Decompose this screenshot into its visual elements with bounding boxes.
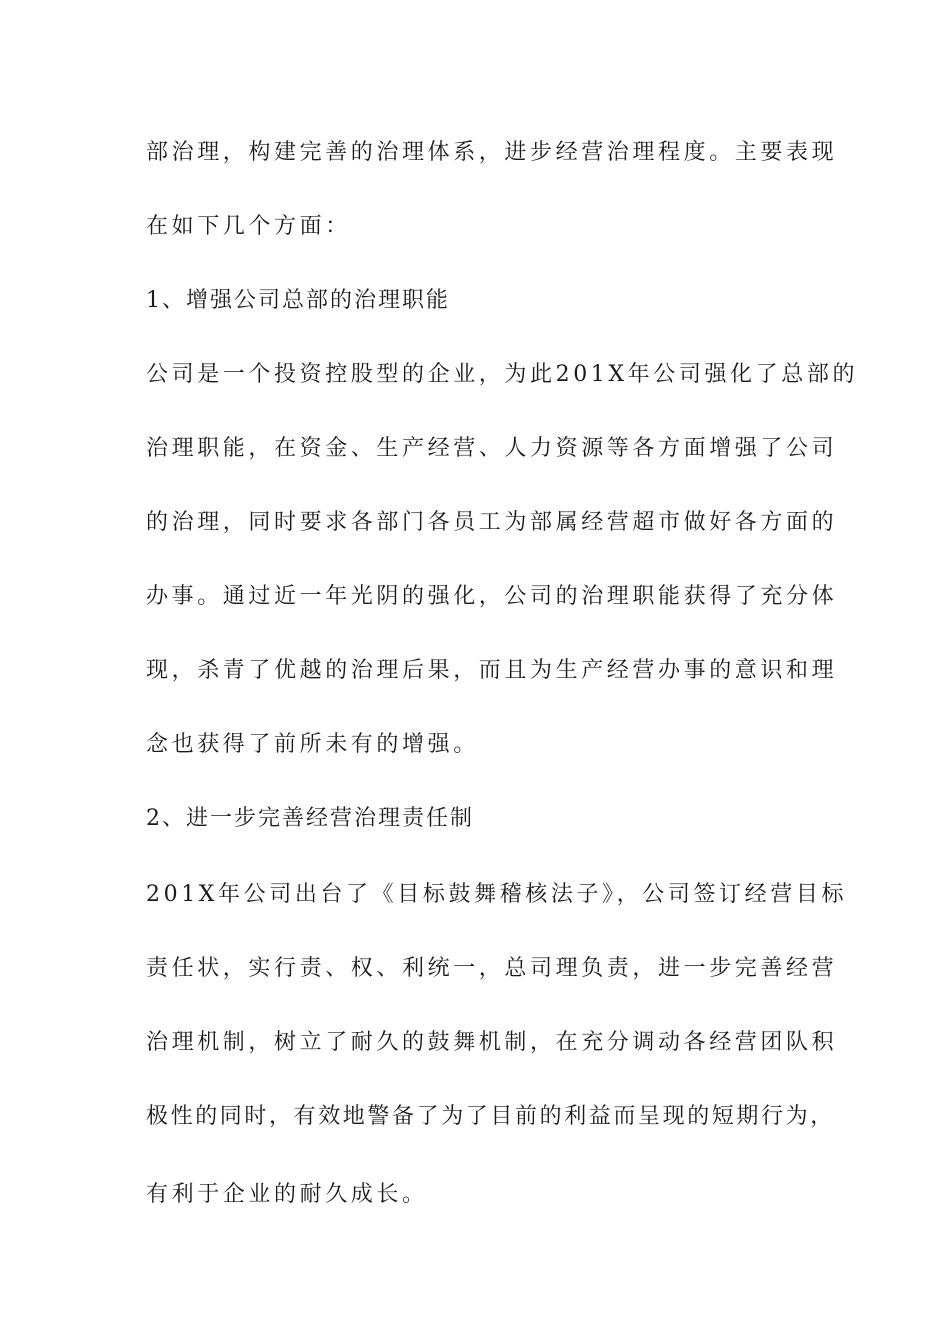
paragraph-line: 在如下几个方面： [146,214,351,239]
paragraph-line: 部治理，构建完善的治理体系，进步经营治理程度。主要表现 [146,140,838,165]
paragraph-line: 有利于企业的耐久成长。 [146,1182,428,1207]
paragraph-line: 治理职能，在资金、生产经营、人力资源等各方面增强了公司 [146,436,838,461]
paragraph-line: 治理机制，树立了耐久的鼓舞机制，在充分调动各经营团队积 [146,1030,838,1055]
section-heading: 2、进一步完善经营治理责任制 [146,806,474,831]
paragraph-line: 201X年公司出台了《目标鼓舞稽核法子》，公司签订经营目标 [146,882,848,907]
paragraph-line: 公司是一个投资控股型的企业，为此201X年公司强化了总部的 [146,362,859,387]
paragraph-line: 极性的同时，有效地警备了为了目前的利益而呈现的短期行为， [146,1104,835,1129]
paragraph-line: 现，杀青了优越的治理后果，而且为生产经营办事的意识和理 [146,658,838,683]
paragraph-line: 责任状，实行责、权、利统一，总司理负责，进一步完善经营 [146,956,838,981]
section-heading: 1、增强公司总部的治理职能 [146,288,450,313]
paragraph-line: 办事。通过近一年光阴的强化，公司的治理职能获得了充分体 [146,584,838,609]
paragraph-line: 念也获得了前所未有的增强。 [146,732,479,757]
paragraph-line: 的治理，同时要求各部门各员工为部属经营超市做好各方面的 [146,510,838,535]
